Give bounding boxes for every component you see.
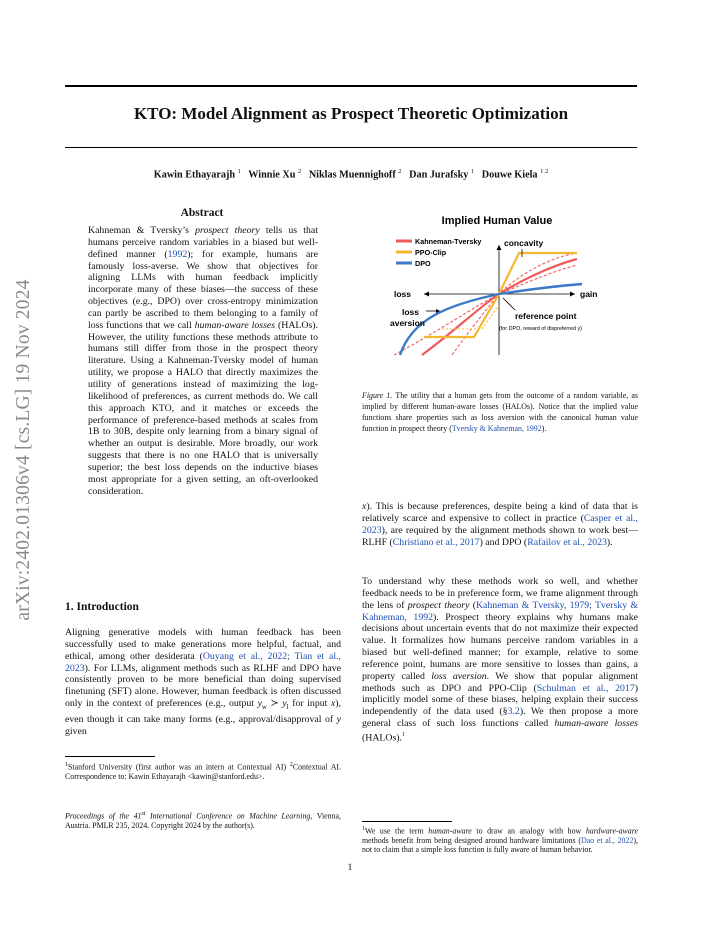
y-axis-top-arrow <box>497 245 502 250</box>
section-heading-introduction: 1. Introduction <box>65 601 139 613</box>
section-link[interactable]: 3.2 <box>507 706 520 718</box>
paper-title: KTO: Model Alignment as Prospect Theoretic Optimization <box>133 104 569 123</box>
loss-axis-label: loss <box>394 289 412 299</box>
author-affiliation: 1 <box>237 168 241 175</box>
legend-label: PPO-Clip <box>415 248 447 257</box>
citation-link[interactable]: Ouyang et al., 2022; Tian et al., 2023 <box>65 650 341 674</box>
footnote-1: $^1$We use the term human-aware to draw an analogy with how hardware-aware methods benefit from being designed around hardware limitations (Dao et al., 2022), not to claim that a simple loss function is fully aware of human behavior. <box>362 826 639 855</box>
reference-point-pointer <box>503 298 515 310</box>
gain-axis-label: gain <box>580 289 598 299</box>
legend-label: Kahneman-Tversky <box>415 237 482 246</box>
citation-link[interactable]: Casper et al., 2023 <box>362 512 638 536</box>
reference-point-note: (for DPO, reward of dispreferred y) <box>499 326 582 332</box>
citation-link[interactable]: Schulman et al., 2017 <box>536 682 635 694</box>
author-name: Dan Jurafsky <box>409 169 469 181</box>
x-axis-right-arrow <box>570 292 575 297</box>
intro-paragraph: To understand why these methods work so well, and whether feedback needs to be in preference form, we frame alignment through the lens of prospect theory (Kahneman & Tversky, 1979; Tversky & Kahneman, 1992). Prospect theory explains why humans make decisions about uncertain events that do not maximize their expected value. It formalizes how humans perceive random variables in a biased but well-defined manner; for example, relative to some reference point, humans are more sensitive to losses than gains, a property called loss aversion. We show that popular alignment methods such as DPO and PPO-Clip (Schulman et al., 2017) implicitly model some of these biases, helping explain their success independently of the data used (§3.2). We then propose a more general class of such loss functions called human-aware losses (HALOs).$^1$ <box>362 576 639 744</box>
author-name: Kawin Ethayarajh <box>153 169 236 181</box>
loss-aversion-label: aversion <box>390 318 425 328</box>
kt-dashed-curve <box>452 253 577 355</box>
concavity-label: concavity <box>504 238 544 248</box>
citation-link[interactable]: Rafailov et al., 2023 <box>527 536 607 548</box>
affiliation-footnote: $^1$Stanford University (first author was an intern at Contextual AI) $^2$Contextual AI. Correspondence to: Kawin Ethayarajh <kawin@stanford.edu>. <box>65 762 342 782</box>
footnote-marker[interactable]: 1 <box>402 731 405 738</box>
author-affiliation: 2 <box>297 168 302 175</box>
loss-aversion-label: loss <box>402 307 420 317</box>
proceedings-note: Proceedings of the 41st International Conference on Machine Learning, Vienna, Austria. PMLR 235, 2024. Copyright 2024 by the author(s). <box>65 811 341 831</box>
author-affiliation: 1 <box>470 168 475 175</box>
figure-title: Implied Human Value <box>441 215 553 227</box>
author-name: Douwe Kiela <box>481 169 538 181</box>
page-number: 1 <box>347 862 353 873</box>
citation-link[interactable]: Tversky & Kahneman, 1992 <box>451 424 542 434</box>
figure-caption: Figure 1. The utility that a human gets from the outcome of a random variable, as implied by different human-aware losses (HALOs). Notice that the implied value functions share properties such as loss aversion with the canonical human value function in prospect theory (Tversky & Kahneman, 1992). <box>362 391 638 434</box>
figure-implied-human-value <box>382 207 642 357</box>
kt-curve <box>422 259 577 355</box>
abstract-heading: Abstract <box>180 207 224 219</box>
author-affiliation: 1 2 <box>540 168 549 175</box>
author-affiliation: 2 <box>398 168 402 175</box>
intro-paragraph: Aligning generative models with human feedback has been successfully used to make generations more helpful, factual, and ethical, among other desiderata (Ouyang et al., 2022; Tian et al., 2023). For LLMs, alignment methods such as RLHF and DPO have consistently proven to be more beneficial than doing supervised finetuning (SFT) alone. However, human feedback is often discussed only in the context of preferences (e.g., output $y_w$ ≻ $y_l$ for input x), even though it can take many forms (e.g., approval/disapproval of y given <box>65 627 341 737</box>
citation-link[interactable]: 1992 <box>167 248 188 260</box>
title-top-rule <box>65 85 637 87</box>
footnote-rule <box>65 756 155 757</box>
arxiv-identifier <box>4 240 44 660</box>
x-axis-left-arrow <box>424 292 429 297</box>
author-name: Niklas Muennighoff <box>308 169 396 181</box>
footnote-rule <box>362 821 452 822</box>
intro-paragraph-continued: x). This is because preferences, despite being a kind of data that is relatively scarce and expensive to collect in practice (Casper et al., 2023), are required by the alignment methods shown to work best—RLHF (Christiano et al., 2017) and DPO (Rafailov et al., 2023). <box>362 501 638 548</box>
arxiv-identifier-text: arXiv:2402.01306v4 [cs.LG] 19 Nov 2024 <box>13 279 34 621</box>
reference-point-label: reference point <box>515 311 577 321</box>
author-list <box>65 168 637 180</box>
title-bottom-rule <box>65 147 637 148</box>
abstract-body: Kahneman & Tversky’s prospect theory tells us that humans perceive random variables in a biased but well-defined manner (1992); for example, humans are famously loss-averse. We show that objectives for aligning LLMs with human feedback implicitly incorporate many of these biases—the success of these objectives (e.g., DPO) over cross-entropy minimization can partly be ascribed to them belonging to a family of loss functions that we call human-aware losses (HALOs). However, the utility functions these methods attribute to humans still differ from those in the prospect theory literature. Using a Kahneman-Tversky model of human utility, we propose a HALO that directly maximizes the utility of generations instead of maximizing the log-likelihood of preferences, as current methods do. We call this approach KTO, and it matches or exceeds the performance of preference-based methods at scales from 1B to 30B, despite only learning from a binary signal of whether an output is desirable. More broadly, our work suggests that there is no one HALO that is universally superior; the best loss depends on the inductive biases most appropriate for a given setting, an oft-overlooked consideration. <box>88 225 318 497</box>
citation-link[interactable]: Kahneman & Tversky, 1979; Tversky & Kahneman, 1992 <box>362 599 638 623</box>
citation-link[interactable]: Christiano et al., 2017 <box>392 536 480 548</box>
author-name: Winnie Xu <box>248 169 296 181</box>
citation-link[interactable]: Dao et al., 2022 <box>580 836 634 846</box>
legend-label: DPO <box>415 259 431 268</box>
